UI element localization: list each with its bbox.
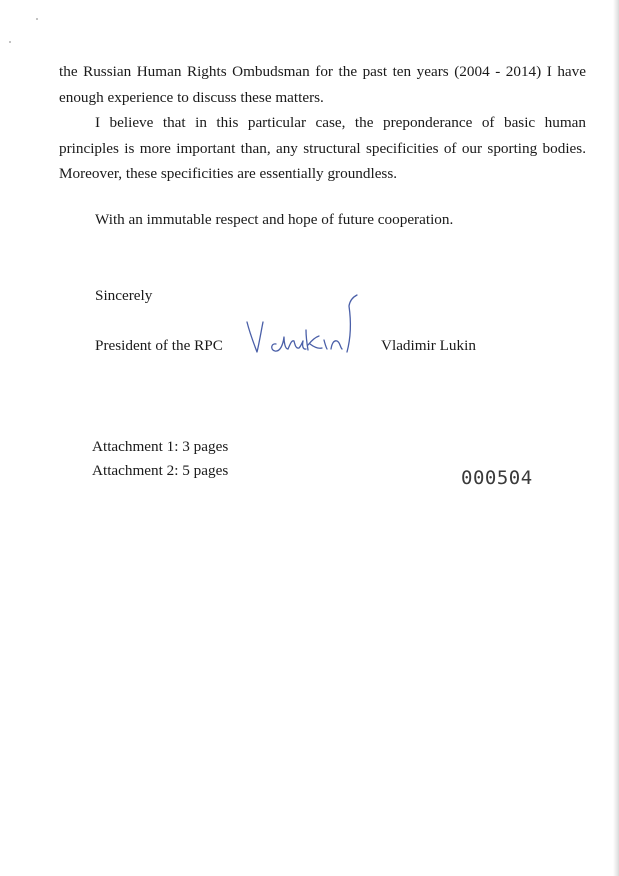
scan-speck	[36, 18, 38, 20]
signatory-title: President of the RPC	[95, 337, 223, 354]
signatory-name: Vladimir Lukin	[381, 337, 476, 354]
document-stamp-number: 000504	[461, 467, 533, 489]
body-paragraph-2: I believe that in this particular case, the preponderance of basic human principles is more important than, any structural specificities of our sporting bodies. Moreover, these specificities are essentially groundless.	[59, 114, 586, 182]
page-edge-shadow	[613, 0, 619, 876]
attachment-2: Attachment 2: 5 pages	[92, 462, 229, 479]
handwritten-signature	[240, 292, 366, 362]
salutation: Sincerely	[95, 287, 153, 304]
scan-speck	[9, 41, 11, 43]
attachment-1: Attachment 1: 3 pages	[92, 438, 229, 455]
body-paragraph-1: the Russian Human Rights Ombudsman for the past ten years (2004 - 2014) I have enough experience to discuss these matters.	[59, 63, 586, 106]
closing-line: With an immutable respect and hope of future cooperation.	[95, 211, 454, 228]
